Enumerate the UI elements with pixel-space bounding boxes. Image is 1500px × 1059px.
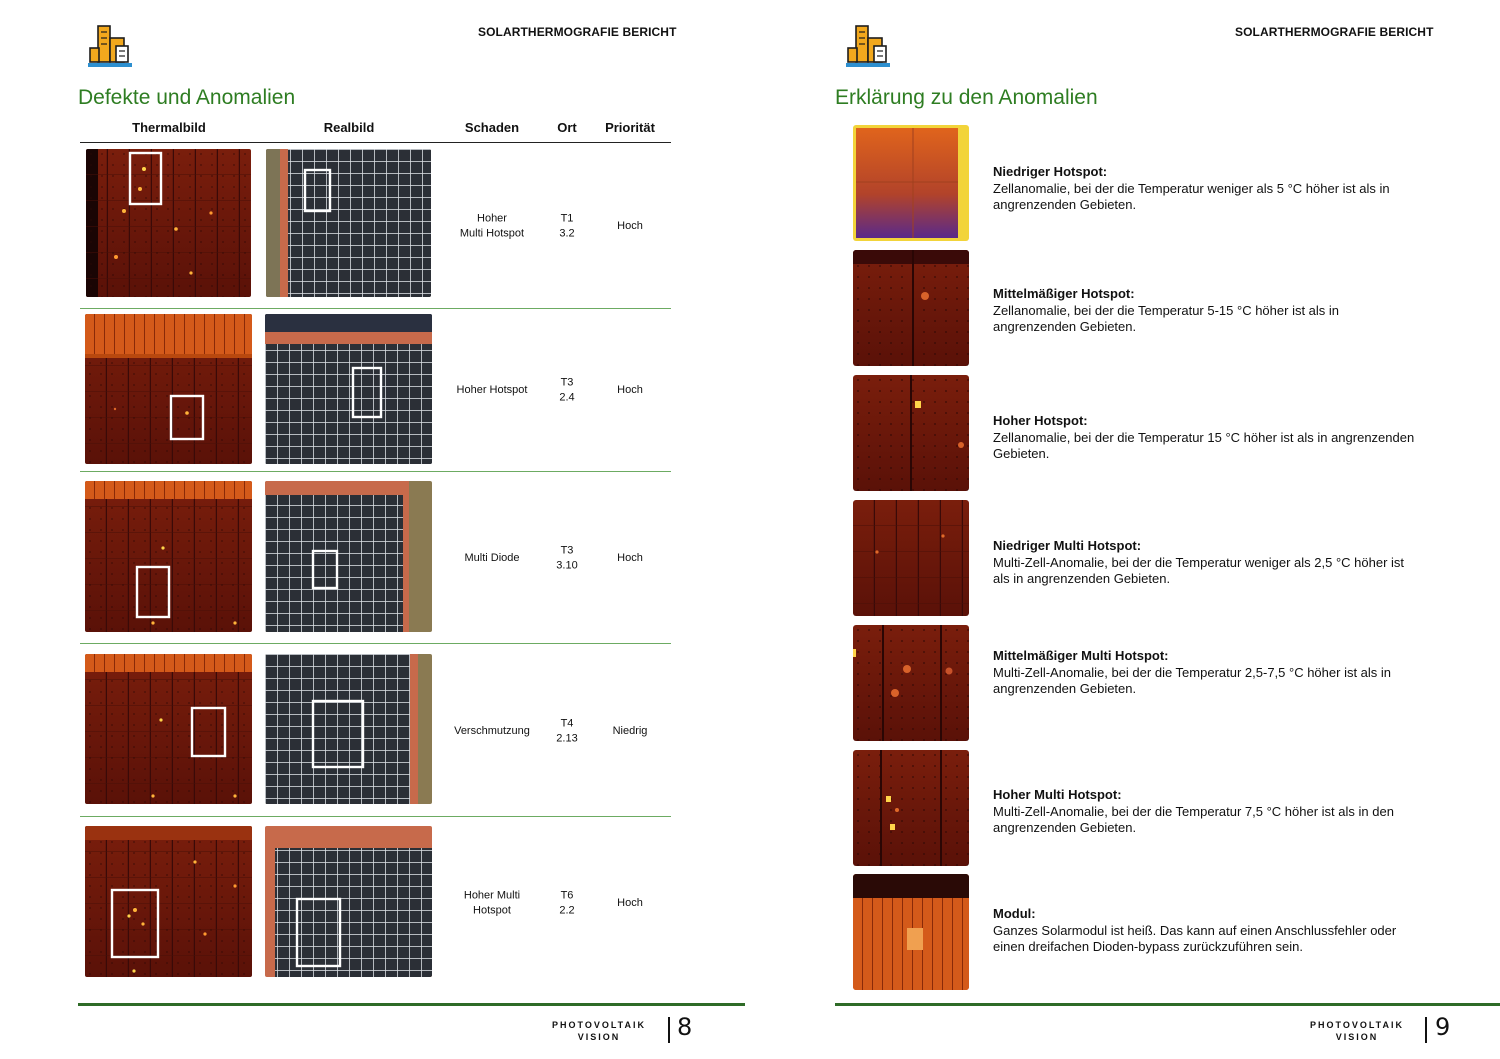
real-image: [265, 481, 432, 632]
real-image: [265, 826, 432, 977]
anomaly-description: [993, 413, 1423, 463]
anomaly-text: Multi-Zell-Anomalie, bei der die Temperatur 2,5-7,5 °C höher ist als in angrenzenden Gebieten.: [993, 664, 1392, 696]
damage-cell: Verschmutzung: [454, 724, 530, 737]
priority-cell: Hoch: [617, 219, 643, 232]
section-heading-defects: Defekte und Anomalien: [78, 86, 296, 109]
footer-divider: [78, 1003, 745, 1006]
location-cell: T6 2.2: [559, 889, 575, 916]
anomaly-text: Zellanomalie, bei der die Temperatur 15 °C höher ist als in angrenzenden Gebieten.: [993, 429, 1415, 461]
anomaly-description: [993, 648, 1423, 698]
anomaly-text: Zellanomalie, bei der die Temperatur 5-15 °C höher ist als in angrenzenden Gebieten.: [993, 302, 1340, 334]
priority-cell: Hoch: [617, 896, 643, 909]
location-cell: T3 3.10: [556, 544, 578, 571]
thermal-image: [85, 481, 252, 632]
thermal-image: [85, 826, 252, 977]
anomaly-sample-image: [853, 375, 969, 491]
page-number-bar: [668, 1017, 670, 1043]
company-logo-icon: [86, 18, 136, 70]
anomaly-title: Niedriger Hotspot:: [993, 164, 1108, 179]
column-header-damage: Schaden: [464, 120, 520, 135]
thermal-image: [85, 314, 252, 464]
real-image: [265, 654, 432, 804]
anomaly-title: Mittelmäßiger Hotspot:: [993, 286, 1135, 301]
anomaly-description: [993, 538, 1423, 588]
row-divider: [80, 471, 671, 472]
damage-cell: Hoher Multi Hotspot: [463, 889, 521, 916]
priority-cell: Niedrig: [612, 724, 648, 737]
anomaly-sample-image: [853, 874, 969, 990]
table-header: [80, 118, 671, 143]
column-header-thermal: Thermalbild: [132, 120, 206, 135]
page-number: 9: [1435, 1013, 1451, 1041]
anomaly-title: Mittelmäßiger Multi Hotspot:: [993, 648, 1169, 663]
brand-line-1: PHOTOVOLTAIK: [1310, 1020, 1405, 1030]
damage-cell: Hoher Multi Hotspot: [459, 212, 525, 239]
location-cell: T3 2.4: [559, 376, 575, 403]
anomaly-text: Zellanomalie, bei der die Temperatur weniger als 5 °C höher ist als in angrenzenden Gebieten.: [993, 180, 1390, 212]
anomaly-title: Niedriger Multi Hotspot:: [993, 538, 1142, 553]
column-header-real: Realbild: [323, 120, 375, 135]
report-title: SOLARTHERMOGRAFIE BERICHT: [1235, 25, 1434, 39]
brand-wordmark: [1310, 1019, 1404, 1043]
page-number: 8: [677, 1013, 693, 1041]
anomaly-title: Modul:: [993, 906, 1036, 921]
damage-cell: Multi Diode: [464, 551, 520, 564]
column-header-location: Ort: [557, 120, 577, 135]
brand-wordmark: [552, 1019, 646, 1043]
real-image: [265, 314, 432, 464]
page-number-bar: [1425, 1017, 1427, 1043]
anomaly-text: Multi-Zell-Anomalie, bei der die Temperatur 7,5 °C höher ist als in den angrenzenden Gebieten.: [993, 803, 1394, 835]
row-divider: [80, 308, 671, 309]
anomaly-sample-image: [853, 250, 969, 366]
anomaly-description: [993, 906, 1423, 956]
thermal-image: [86, 149, 251, 297]
anomaly-title: Hoher Multi Hotspot:: [993, 787, 1122, 802]
anomaly-sample-image: [853, 125, 969, 241]
anomaly-sample-image: [853, 500, 969, 616]
location-cell: T1 3.2: [559, 212, 575, 239]
section-heading-explanation: Erklärung zu den Anomalien: [835, 86, 1098, 109]
damage-cell: Hoher Hotspot: [456, 383, 528, 396]
anomaly-sample-image: [853, 625, 969, 741]
footer-divider: [835, 1003, 1500, 1006]
location-cell: T4 2.13: [556, 717, 578, 744]
anomaly-description: [993, 286, 1423, 336]
thermal-image: [85, 654, 252, 804]
report-title: SOLARTHERMOGRAFIE BERICHT: [478, 25, 677, 39]
column-header-priority: Priorität: [605, 120, 655, 135]
real-image: [266, 149, 431, 297]
brand-line-2: VISION: [577, 1032, 621, 1042]
company-logo-icon: [844, 18, 894, 70]
anomaly-text: Ganzes Solarmodul ist heiß. Das kann auf einen Anschlussfehler oder einen dreifachen Dioden-bypass zurückzuführen sein.: [993, 922, 1397, 954]
brand-line-2: VISION: [1335, 1032, 1379, 1042]
priority-cell: Hoch: [617, 551, 643, 564]
row-divider: [80, 816, 671, 817]
anomaly-title: Hoher Hotspot:: [993, 413, 1088, 428]
anomaly-description: [993, 787, 1423, 837]
anomaly-text: Multi-Zell-Anomalie, bei der die Temperatur weniger als 2,5 °C höher ist als in angrenzenden Gebieten.: [993, 554, 1405, 586]
anomaly-description: [993, 164, 1423, 214]
brand-line-1: PHOTOVOLTAIK: [552, 1020, 647, 1030]
anomaly-sample-image: [853, 750, 969, 866]
priority-cell: Hoch: [617, 383, 643, 396]
row-divider: [80, 643, 671, 644]
